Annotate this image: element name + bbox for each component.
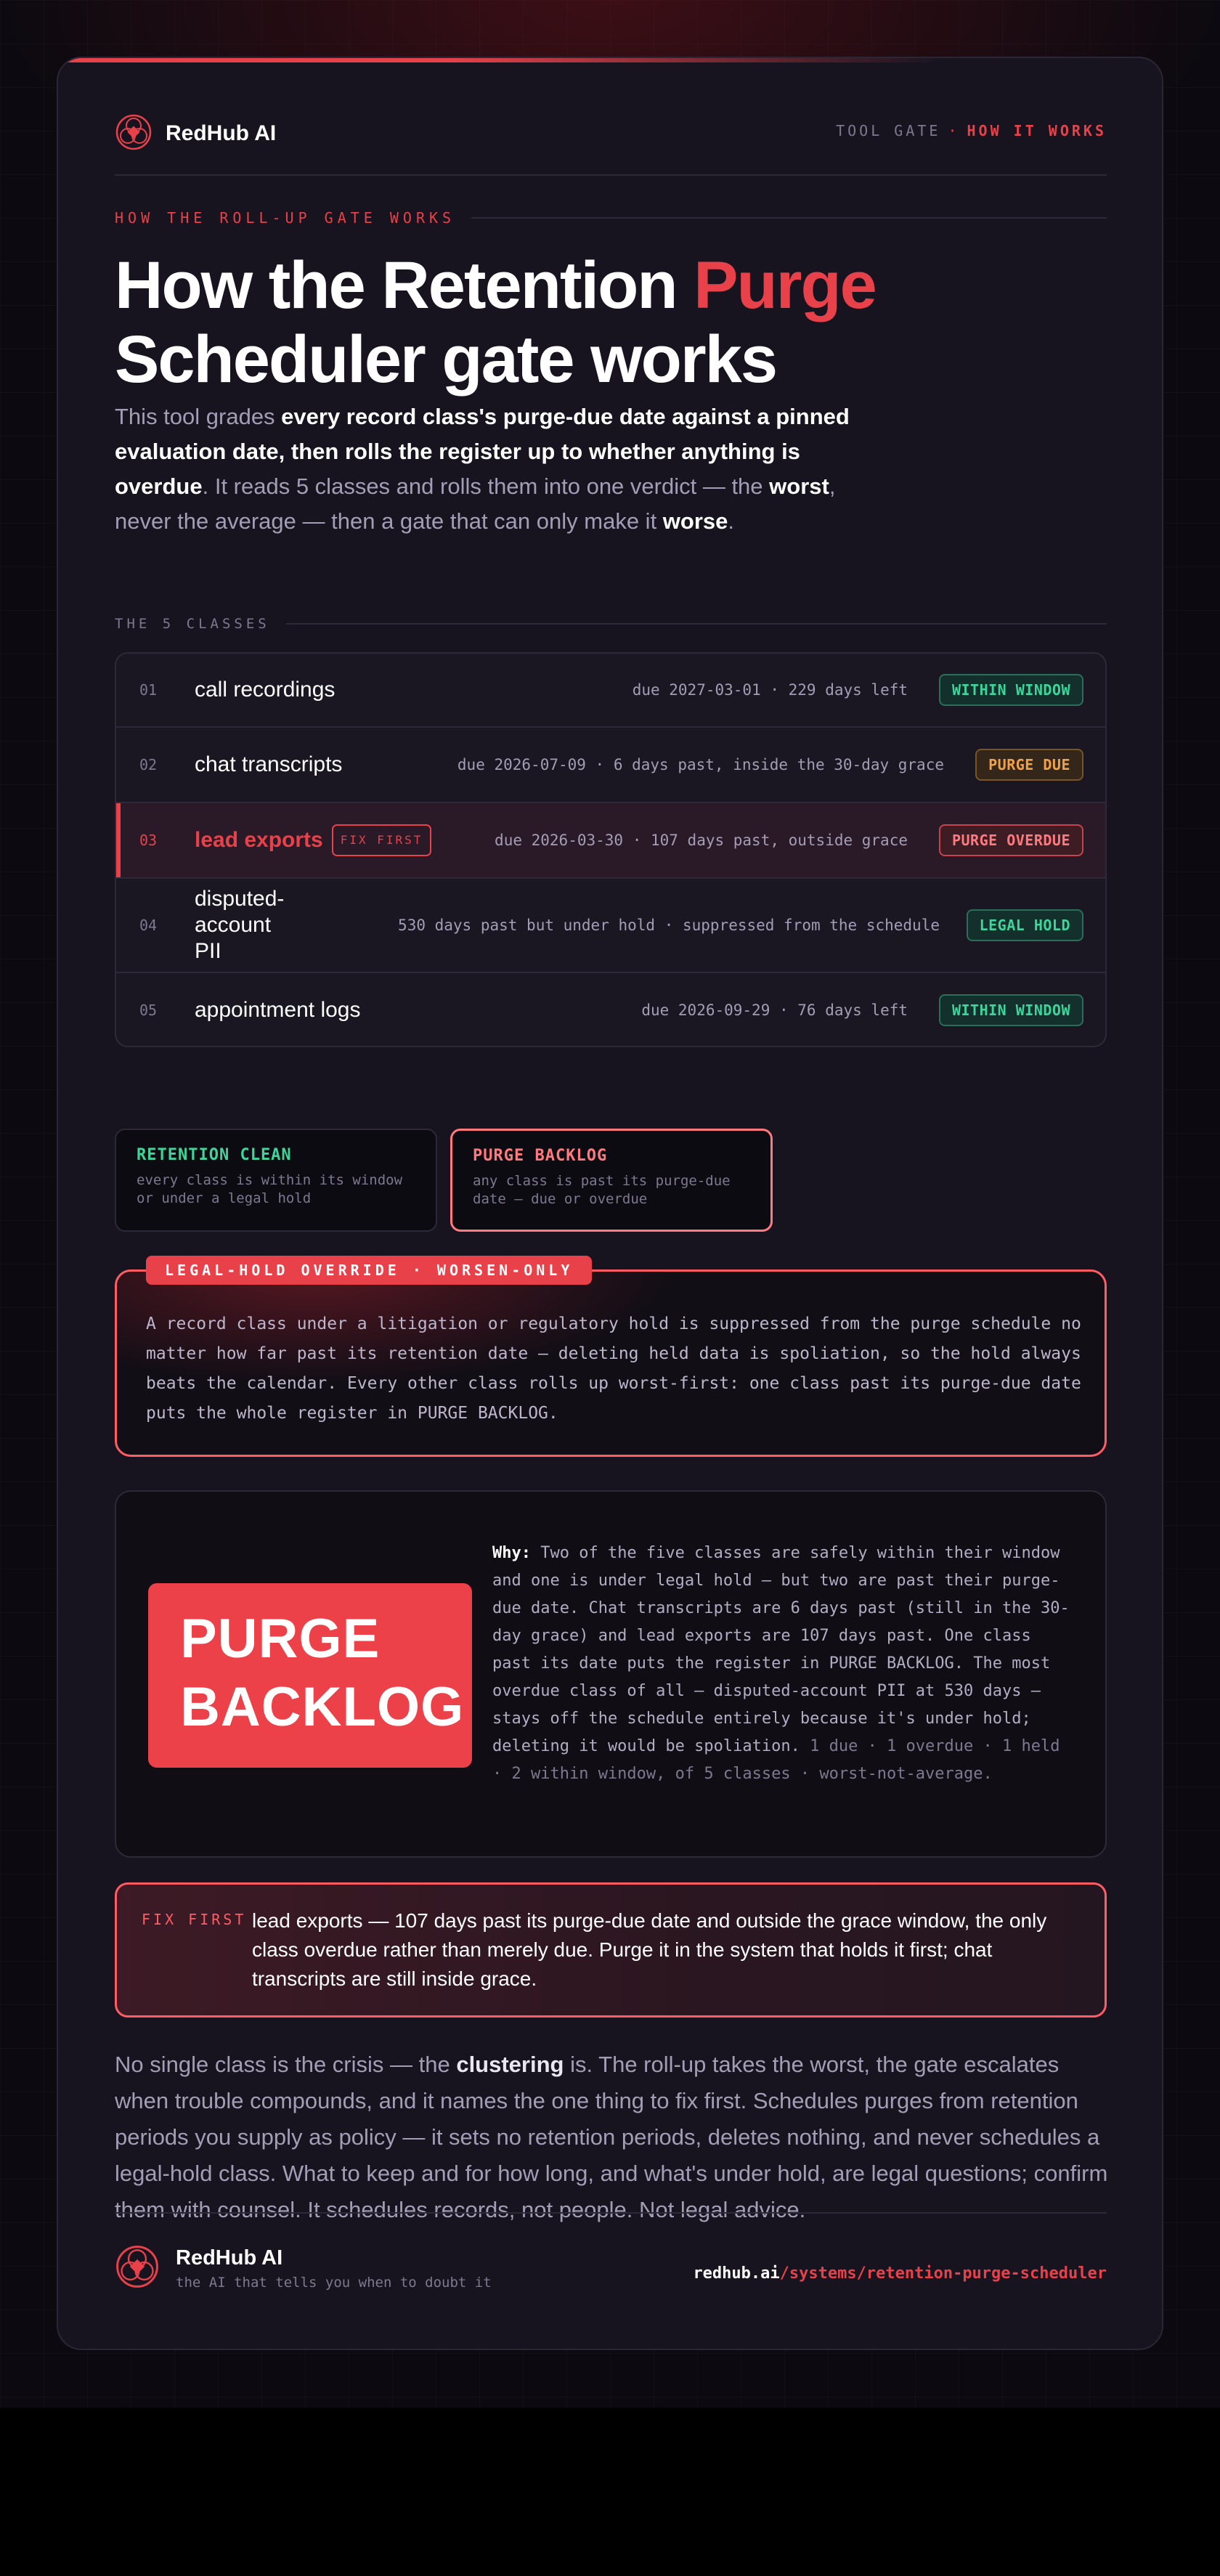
fix-first-tag: FIX FIRST <box>332 824 432 856</box>
eyebrow <box>115 209 1107 227</box>
footer <box>115 2212 1107 2299</box>
row-number: 01 <box>139 681 158 699</box>
url-domain: redhub.ai <box>693 2264 780 2283</box>
nav-tool-gate[interactable]: TOOL GATE <box>836 122 941 139</box>
verdict-explanation <box>492 1540 1073 1788</box>
table-row[interactable] <box>116 654 1105 728</box>
footer-brand-name: RedHub AI <box>176 2246 283 2270</box>
verdict-line-2: BACKLOG <box>180 1676 465 1738</box>
nav-separator: · <box>948 122 960 139</box>
legal-hold-override-box <box>115 1261 1107 1457</box>
override-tag: LEGAL-HOLD OVERRIDE · WORSEN-ONLY <box>146 1256 592 1285</box>
class-name: appointment logs <box>195 998 361 1022</box>
why-label: Why: <box>492 1544 531 1562</box>
row-number: 05 <box>139 1001 158 1019</box>
class-meta: due 2026-03-30 · 107 days past, outside grace <box>495 832 908 849</box>
status-badge: WITHIN WINDOW <box>939 994 1083 1026</box>
title-highlight: Purge <box>694 248 876 322</box>
row-number: 02 <box>139 756 158 773</box>
nav-how-it-works[interactable]: HOW IT WORKS <box>967 122 1107 139</box>
lede-text: This tool grades <box>115 404 282 429</box>
class-meta: due 2027-03-01 · 229 days left <box>632 681 908 699</box>
status-badge: PURGE DUE <box>975 749 1083 781</box>
legend-retention-clean <box>115 1129 437 1232</box>
lede-bold: worse <box>662 508 728 534</box>
legend-clean-desc: every class is within its window or under a legal hold <box>137 1172 403 1206</box>
bottom-band <box>0 2408 1220 2576</box>
header-breadcrumb <box>836 122 1107 139</box>
closing-bold: clustering <box>456 2052 564 2077</box>
closing-paragraph <box>115 2047 1110 2228</box>
class-name: lead exports <box>195 828 323 852</box>
page-title <box>115 248 1059 397</box>
fix-first-text: lead exports — 107 days past its purge-due date and outside the grace window, the only class overdue rather than merely due. Purge it in the system that holds it first; chat transcripts are still inside grace. <box>252 1909 1047 1990</box>
lede-text: . It reads 5 classes and rolls them into one verdict — the <box>202 474 770 499</box>
title-part2: Scheduler gate works <box>115 322 776 397</box>
lede-bold: every record class's purge-due date against a pinned evaluation date, then rolls the register up to whether anything is overdue <box>115 404 850 499</box>
eyebrow-text: HOW THE ROLL-UP GATE WORKS <box>115 209 456 227</box>
lede-text: , never the average — then a gate that can only make it <box>115 474 836 534</box>
row-number: 04 <box>139 917 158 934</box>
card-accent-line <box>58 58 1163 62</box>
legend-backlog-title: PURGE BACKLOG <box>473 1147 608 1165</box>
header <box>115 113 1107 176</box>
classes-label-text: THE 5 CLASSES <box>115 616 270 632</box>
table-row[interactable] <box>116 879 1105 973</box>
table-row[interactable] <box>116 728 1105 803</box>
lede-text: . <box>728 508 735 534</box>
footer-url-link[interactable] <box>693 2264 1107 2283</box>
closing-text: No single class is the crisis — the <box>115 2052 457 2077</box>
verdict-tally: 1 due · 1 overdue · 1 held · 2 within window, of 5 classes · worst-not-average. <box>492 1737 1060 1783</box>
override-text: A record class under a litigation or regulatory hold is suppressed from the purge schedule no matter how far past its retention date — deleting held data is spoliation, so the hold always beats the calendar. Every other class rolls up worst-first: one class past its purge-due date puts the whole register in PURGE BACKLOG. <box>146 1315 1081 1423</box>
redhub-logo-icon <box>115 113 152 155</box>
class-meta: due 2026-09-29 · 76 days left <box>641 1001 908 1019</box>
legend-backlog-desc: any class is past its purge-due date — due or overdue <box>473 1173 731 1207</box>
verdict-stamp <box>148 1583 472 1768</box>
lede-bold: worst <box>769 474 829 499</box>
status-badge: WITHIN WINDOW <box>939 674 1083 706</box>
class-name-alert <box>195 824 431 856</box>
class-name: call recordings <box>195 678 336 702</box>
legend-purge-backlog <box>450 1129 773 1232</box>
brand-name: RedHub AI <box>166 121 277 145</box>
classes-label-rule <box>286 623 1107 625</box>
redhub-logo-icon <box>115 2244 160 2293</box>
verdict-panel <box>115 1490 1107 1858</box>
status-badge: LEGAL HOLD <box>967 909 1083 941</box>
classes-section-label <box>115 616 1107 632</box>
class-meta: due 2026-07-09 · 6 days past, inside the 30-day grace <box>457 756 944 773</box>
verdict-line-1: PURGE <box>180 1608 381 1670</box>
why-text: Two of the five classes are safely within their window and one is under legal hold — but two are past their purge-due date. Chat transcripts are 6 days past (still in the 30-day grace) and lead exports are 107 days past. One class past its date puts the register in PURGE BACKLOG. The most overdue class of all — disputed-account PII at 530 days — stays off the schedule entirely because it's under hold; deleting it would be spoliation. <box>492 1544 1070 1755</box>
status-badge: PURGE OVERDUE <box>939 824 1083 856</box>
brand[interactable] <box>115 113 276 154</box>
main-card <box>57 57 1163 2350</box>
table-row[interactable] <box>116 973 1105 1047</box>
url-path: /systems/retention-purge-scheduler <box>779 2264 1107 2283</box>
footer-tagline: the AI that tells you when to doubt it <box>176 2275 492 2291</box>
lede-paragraph <box>115 399 855 539</box>
table-row[interactable] <box>116 803 1105 879</box>
class-name: disputed-account PII <box>195 887 285 963</box>
row-number: 03 <box>139 832 158 849</box>
title-part1: How the Retention <box>115 248 694 322</box>
eyebrow-rule <box>471 217 1107 219</box>
fix-first-label: FIX FIRST <box>142 1911 247 1928</box>
footer-brand[interactable] <box>115 2244 492 2293</box>
class-name: chat transcripts <box>195 752 343 776</box>
class-meta: 530 days past but under hold · suppressed from the schedule <box>398 917 940 934</box>
fix-first-box <box>115 1882 1107 2018</box>
legend-clean-title: RETENTION CLEAN <box>137 1146 292 1164</box>
closing-text: is. The roll-up takes the worst, the gate escalates when trouble compounds, and it names the one thing to fix first. Schedules purges from retention periods you supply as policy — it sets no retention periods, deletes nothing, and never schedules a legal-hold class. What to keep and for how long, and what's under hold, are legal questions; confirm them with counsel. It schedules records, not people. Not legal advice. <box>115 2052 1108 2222</box>
classes-table <box>115 652 1107 1047</box>
